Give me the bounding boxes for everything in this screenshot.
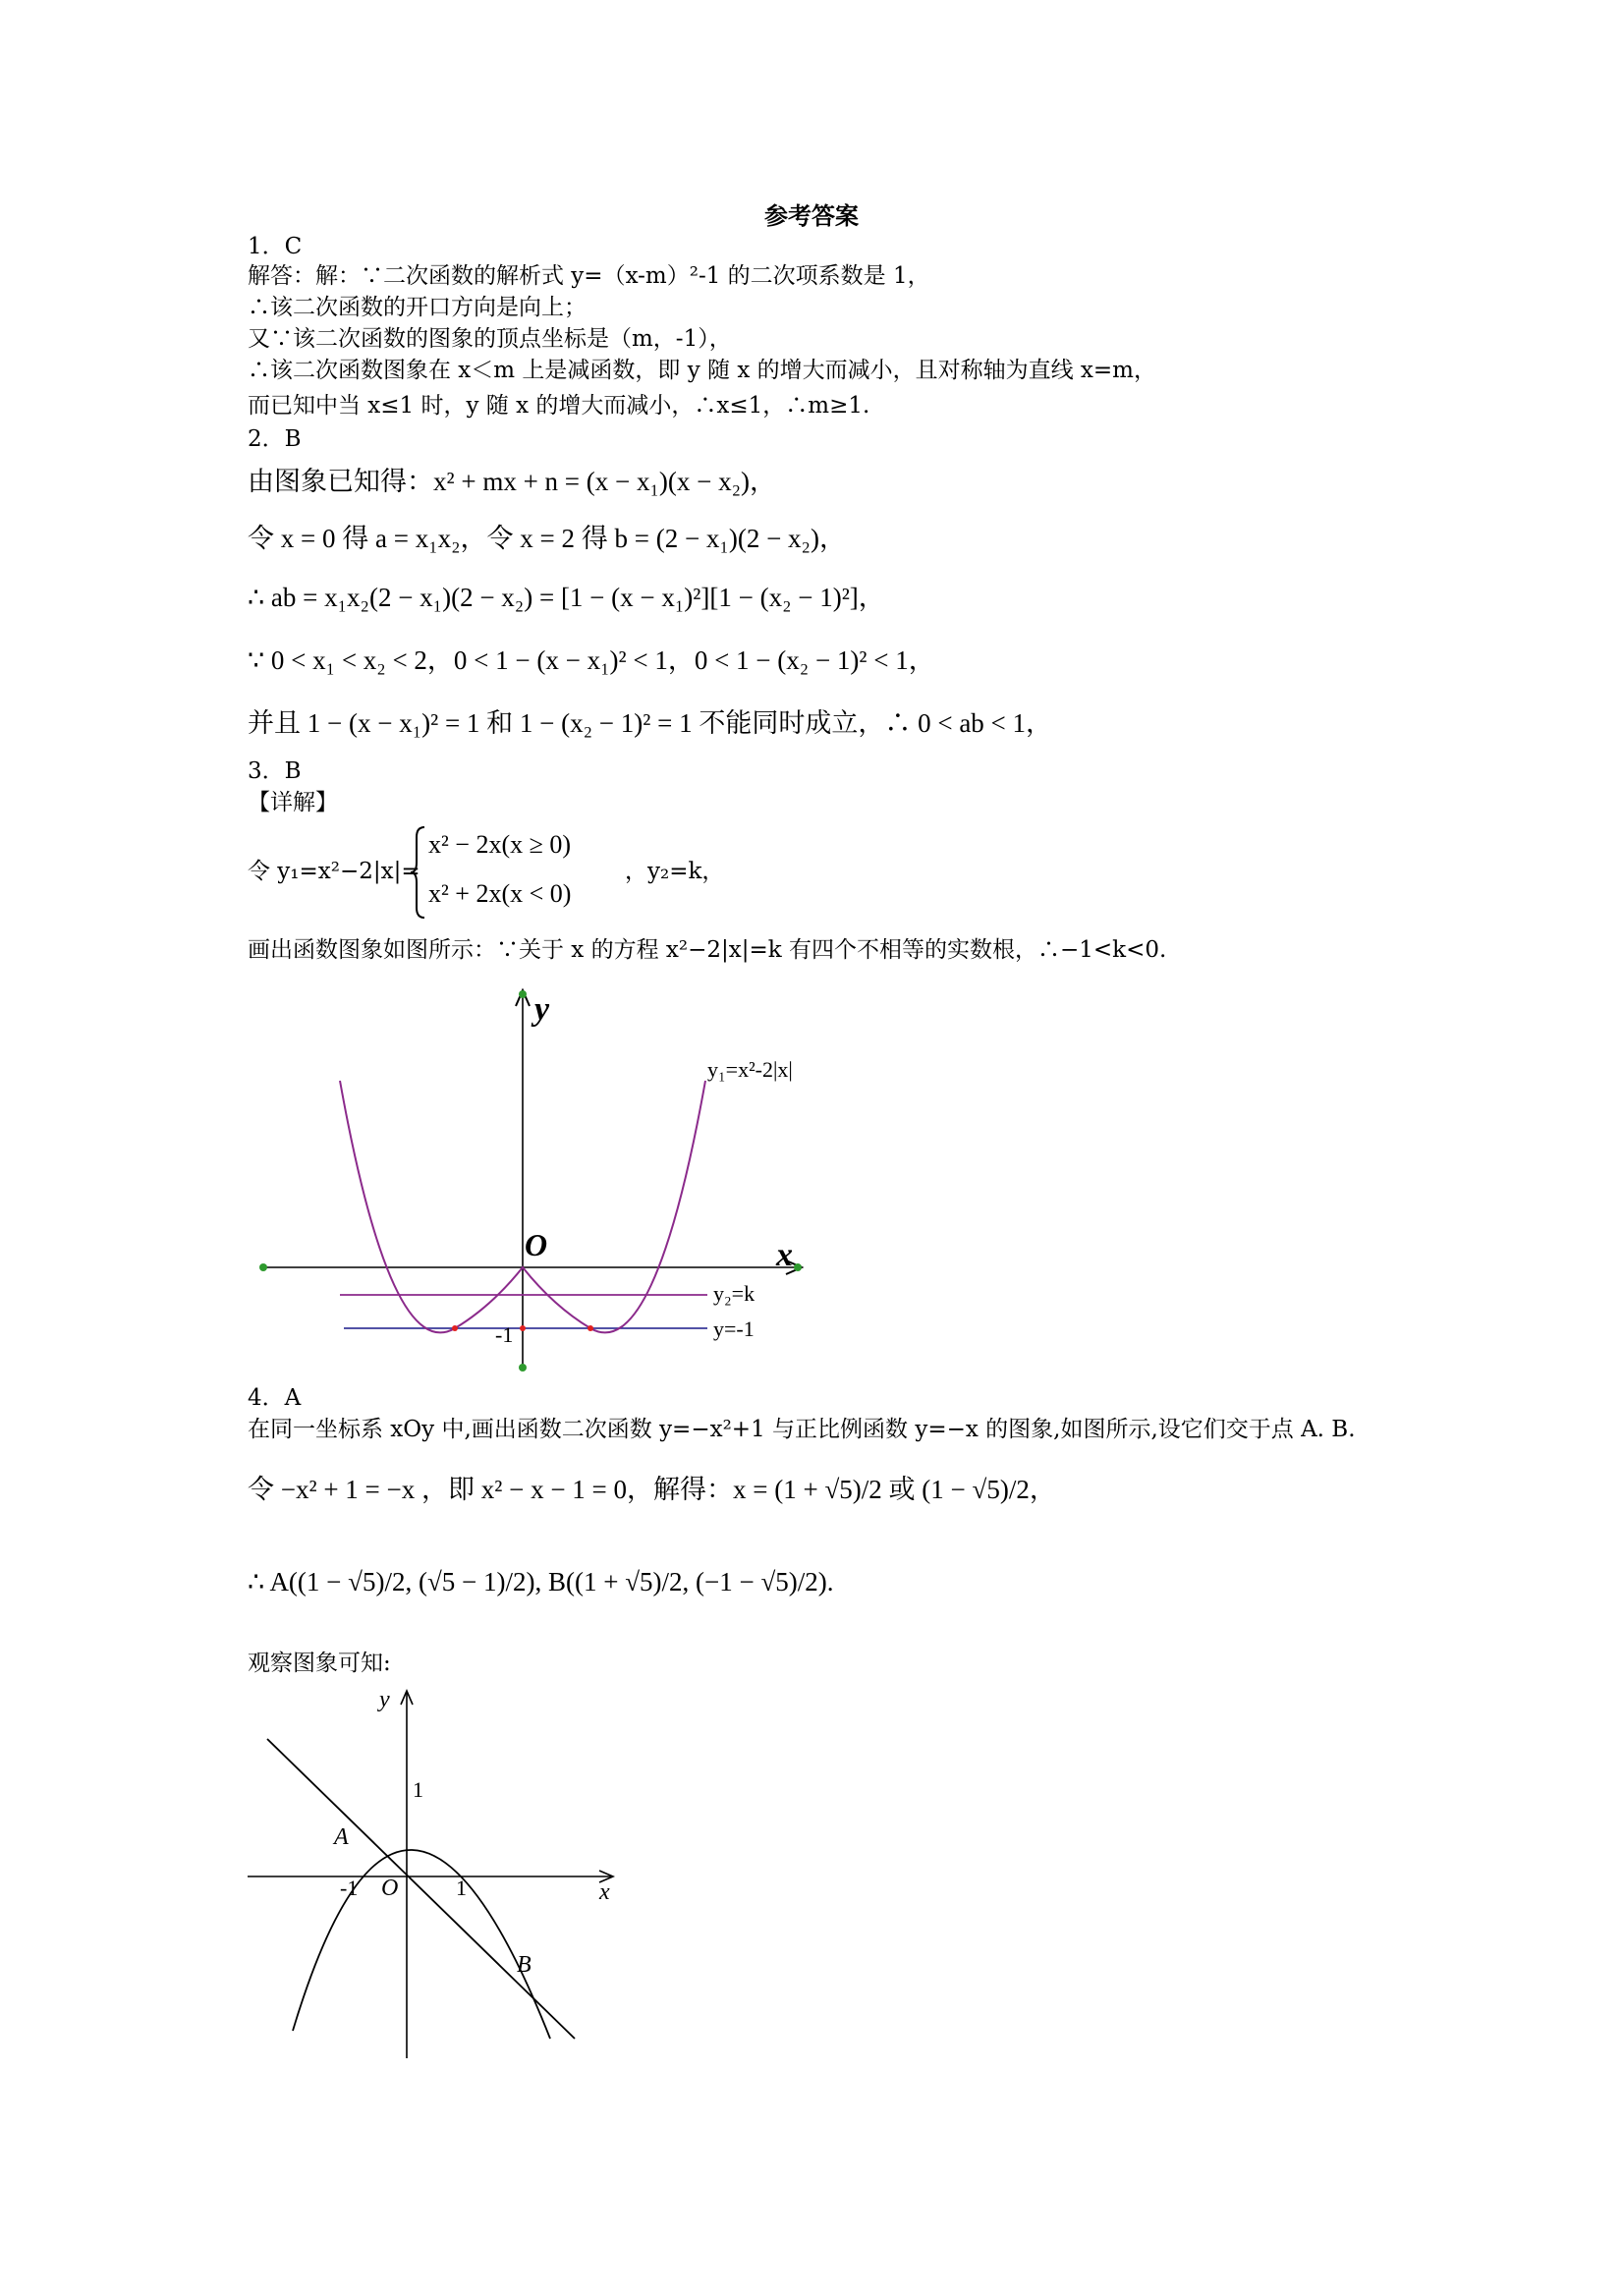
q3-case-2: x² + 2x(x < 0) xyxy=(428,879,572,908)
tick-label-minus-1: -1 xyxy=(495,1322,514,1347)
q2-answer: 2．B xyxy=(248,426,302,452)
q4-graph xyxy=(246,1675,639,2063)
q4-solve: 令 −x² + 1 = −x ，即 x² − x − 1 = 0，解得：x = (1 + √5)/2 或 (1 − √5)/2， xyxy=(248,1475,1056,1504)
vertex-point xyxy=(588,1325,593,1331)
q1-answer: 1．C xyxy=(248,234,303,259)
q1-line-2: ∴该二次函数的开口方向是向上； xyxy=(248,295,587,320)
point-a-label: A xyxy=(334,1824,349,1850)
q2-line-4: ∵ 0 < x₁ < x₂ < 2，0 < 1 − (x − x₁)² < 1，0 < 1 − (x₂ − 1)² < 1， xyxy=(248,645,935,675)
line-y-minus-1-label: y=-1 xyxy=(713,1316,755,1341)
q3-graph xyxy=(246,982,835,1375)
x-axis-label: x xyxy=(776,1237,793,1273)
q4-points: ∴ A((1 − √5)/2, (√5 − 1)/2), B((1 + √5)/2, (−1 − √5)/2). xyxy=(248,1567,834,1596)
origin-label: O xyxy=(525,1227,548,1262)
q3-def-suffix: ，y₂=k， xyxy=(625,859,725,884)
q1-line-5: 而已知中当 x≤1 时，y 随 x 的增大而减小，∴x≤1，∴m≥1. xyxy=(248,393,870,419)
curve-y1-label: y₁=x²-2|x| xyxy=(707,1057,793,1082)
q3-def-prefix: 令 y₁=x²−2|x|= xyxy=(248,859,420,884)
q2-line-5: 并且 1 − (x − x₁)² = 1 和 1 − (x₂ − 1)² = 1 不能同时成立，∴ 0 < ab < 1， xyxy=(248,708,1053,738)
q3-answer: 3．B xyxy=(248,758,302,784)
q4-observe: 观察图象可知: xyxy=(248,1651,391,1676)
tick-label-x-1: 1 xyxy=(456,1876,467,1900)
axis-end-point xyxy=(259,1263,267,1271)
q2-line-1: 由图象已知得：x² + mx + n = (x − x₁)(x − x₂)， xyxy=(248,467,777,496)
q1-line-4: ∴该二次函数图象在 x＜m 上是减函数，即 y 随 x 的增大而减小，且对称轴为直线 x=m， xyxy=(248,358,1156,383)
piecewise-brace-icon xyxy=(409,823,428,922)
tick-label-y-1: 1 xyxy=(413,1777,423,1802)
q4-intro: 在同一坐标系 xOy 中,画出函数二次函数 y=−x²+1 与正比例函数 y=−x 的图象,如图所示,设它们交于点 A. B. xyxy=(248,1417,1356,1442)
tick-label-x-minus-1: -1 xyxy=(340,1876,359,1900)
point-b-label: B xyxy=(517,1952,532,1978)
axis-end-point xyxy=(519,1364,527,1372)
q2-line-2: 令 x = 0 得 a = x₁x₂，令 x = 2 得 b = (2 − x₁)(2 − x₂)， xyxy=(248,524,846,553)
parabola-curve xyxy=(293,1850,550,2039)
q3-detail-label: 【详解】 xyxy=(248,790,338,815)
origin-label: O xyxy=(381,1876,399,1901)
axis-end-point xyxy=(794,1263,802,1271)
y-axis-label: y xyxy=(379,1687,390,1712)
q3-conclusion: 画出函数图象如图所示：∵关于 x 的方程 x²−2|x|=k 有四个不相等的实数根，∴−1<k<0. xyxy=(248,937,1167,963)
tick-point xyxy=(520,1325,526,1331)
axis-end-point xyxy=(519,990,527,998)
page-title: 参考答案 xyxy=(764,201,859,230)
q4-answer: 4．A xyxy=(248,1385,302,1411)
q1-line-3: 又∵该二次函数的图象的顶点坐标是（m，-1）， xyxy=(248,326,732,352)
q1-line-1: 解答：解：∵二次函数的解析式 y=（x-m）²-1 的二次项系数是 1， xyxy=(248,263,930,289)
vertex-point xyxy=(452,1325,458,1331)
y-axis-label: y xyxy=(534,991,550,1028)
x-axis-label: x xyxy=(599,1879,610,1905)
line-y2-k-label: y₂=k xyxy=(713,1281,756,1306)
q3-case-1: x² − 2x(x ≥ 0) xyxy=(428,830,572,859)
q2-line-3: ∴ ab = x₁x₂(2 − x₁)(2 − x₂) = [1 − (x − x₁)²][1 − (x₂ − 1)²]， xyxy=(248,583,885,612)
